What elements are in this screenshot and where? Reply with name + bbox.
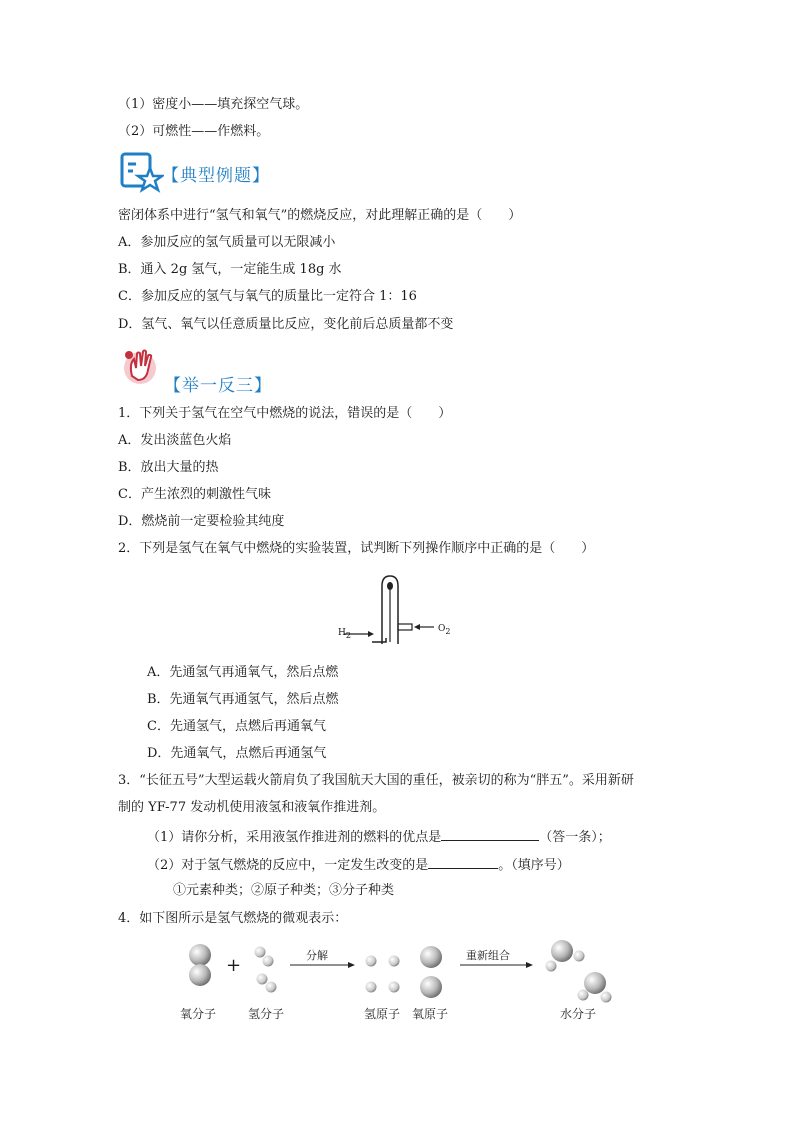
q1-option-c: C．产生浓烈的刺激性气味 [118,487,271,502]
label-hydrogen-atom: 氢原子 [364,1007,401,1021]
q2-option-d: D．先通氧气，点燃后再通氢气 [147,746,327,761]
q1-option-d: D．燃烧前一定要检验其纯度 [118,514,285,529]
q3-sub2-note: 。（填序号） [498,858,570,873]
practice-header: 【举一反三】 [164,376,272,396]
q3-sub1 [147,828,611,847]
q3-sub2 [147,856,570,875]
example-option-a: A．参加反应的氢气质量可以无限减小 [118,235,336,250]
q2-option-c: C．先通氢气，点燃后再通氧气 [147,719,326,734]
q3-sub2-blank[interactable] [428,856,498,869]
intro-item-2: （2）可燃性——作燃料。 [118,124,270,139]
q1-option-b: B．放出大量的热 [118,460,219,475]
q2-stem: 2．下列是氢气在氧气中燃烧的实验装置，试判断下列操作顺序中正确的是（ ） [118,541,595,556]
apparatus-drawing [330,572,470,652]
q4-stem: 4．如下图所示是氢气燃烧的微观表示： [118,911,348,926]
label-oxygen-molecule: 氧分子 [180,1007,217,1021]
q2-option-b: B．先通氧气再通氢气，然后点燃 [147,692,339,707]
example-option-c: C．参加反应的氢气与氧气的质量比一定符合 1：16 [118,289,417,304]
example-question: 密闭体系中进行“氢气和氧气”的燃烧反应，对此理解正确的是（ ） [118,208,522,223]
q3-stem-line2: 制的 YF-77 发动机使用液氢和液氧作推进剂。 [118,800,386,815]
q2-apparatus-figure [330,572,470,652]
o2-label: $O_2$ [438,624,451,636]
example-icon [120,152,164,194]
label-water-molecule: 水分子 [560,1007,597,1021]
label-oxygen-atom: 氧原子 [412,1007,449,1021]
q2-option-a: A．先通氢气再通氧气，然后点燃 [147,665,339,680]
q4-microscopic-figure [170,935,620,1025]
q3-sub1-text: （1）请你分析，采用液氢作推进剂的燃料的优点是 [147,830,442,845]
q3-stem-line1: 3．“长征五号”大型运载火箭肩负了我国航天大国的重任，被亲切的称为“胖五”。采用新研 [118,773,634,788]
hand-icon [120,346,160,386]
example-option-d: D．氢气、氧气以任意质量比反应，变化前后总质量都不变 [118,317,454,332]
example-option-b: B．通入 2g 氢气，一定能生成 18g 水 [118,262,342,277]
plus-sign: + [226,955,242,976]
arrow-label-decompose: 分解 [306,949,328,962]
h2-label: $H_2$ [338,628,351,640]
q3-choices: ①元素种类；②原子种类；③分子种类 [173,883,395,898]
q1-option-a: A．发出淡蓝色火焰 [118,433,232,448]
arrow-label-recombine: 重新组合 [466,949,510,962]
q1-stem: 1．下列关于氢气在空气中燃烧的说法，错误的是（ ） [118,406,452,421]
q3-sub1-blank[interactable] [441,828,539,841]
intro-item-1: （1）密度小——填充探空气球。 [118,97,309,112]
label-hydrogen-molecule: 氢分子 [248,1007,285,1021]
example-header: 【典型例题】 [162,166,270,186]
q3-sub1-note: （答一条）； [539,830,611,845]
q3-sub2-text: （2）对于氢气燃烧的反应中，一定发生改变的是 [147,858,429,873]
